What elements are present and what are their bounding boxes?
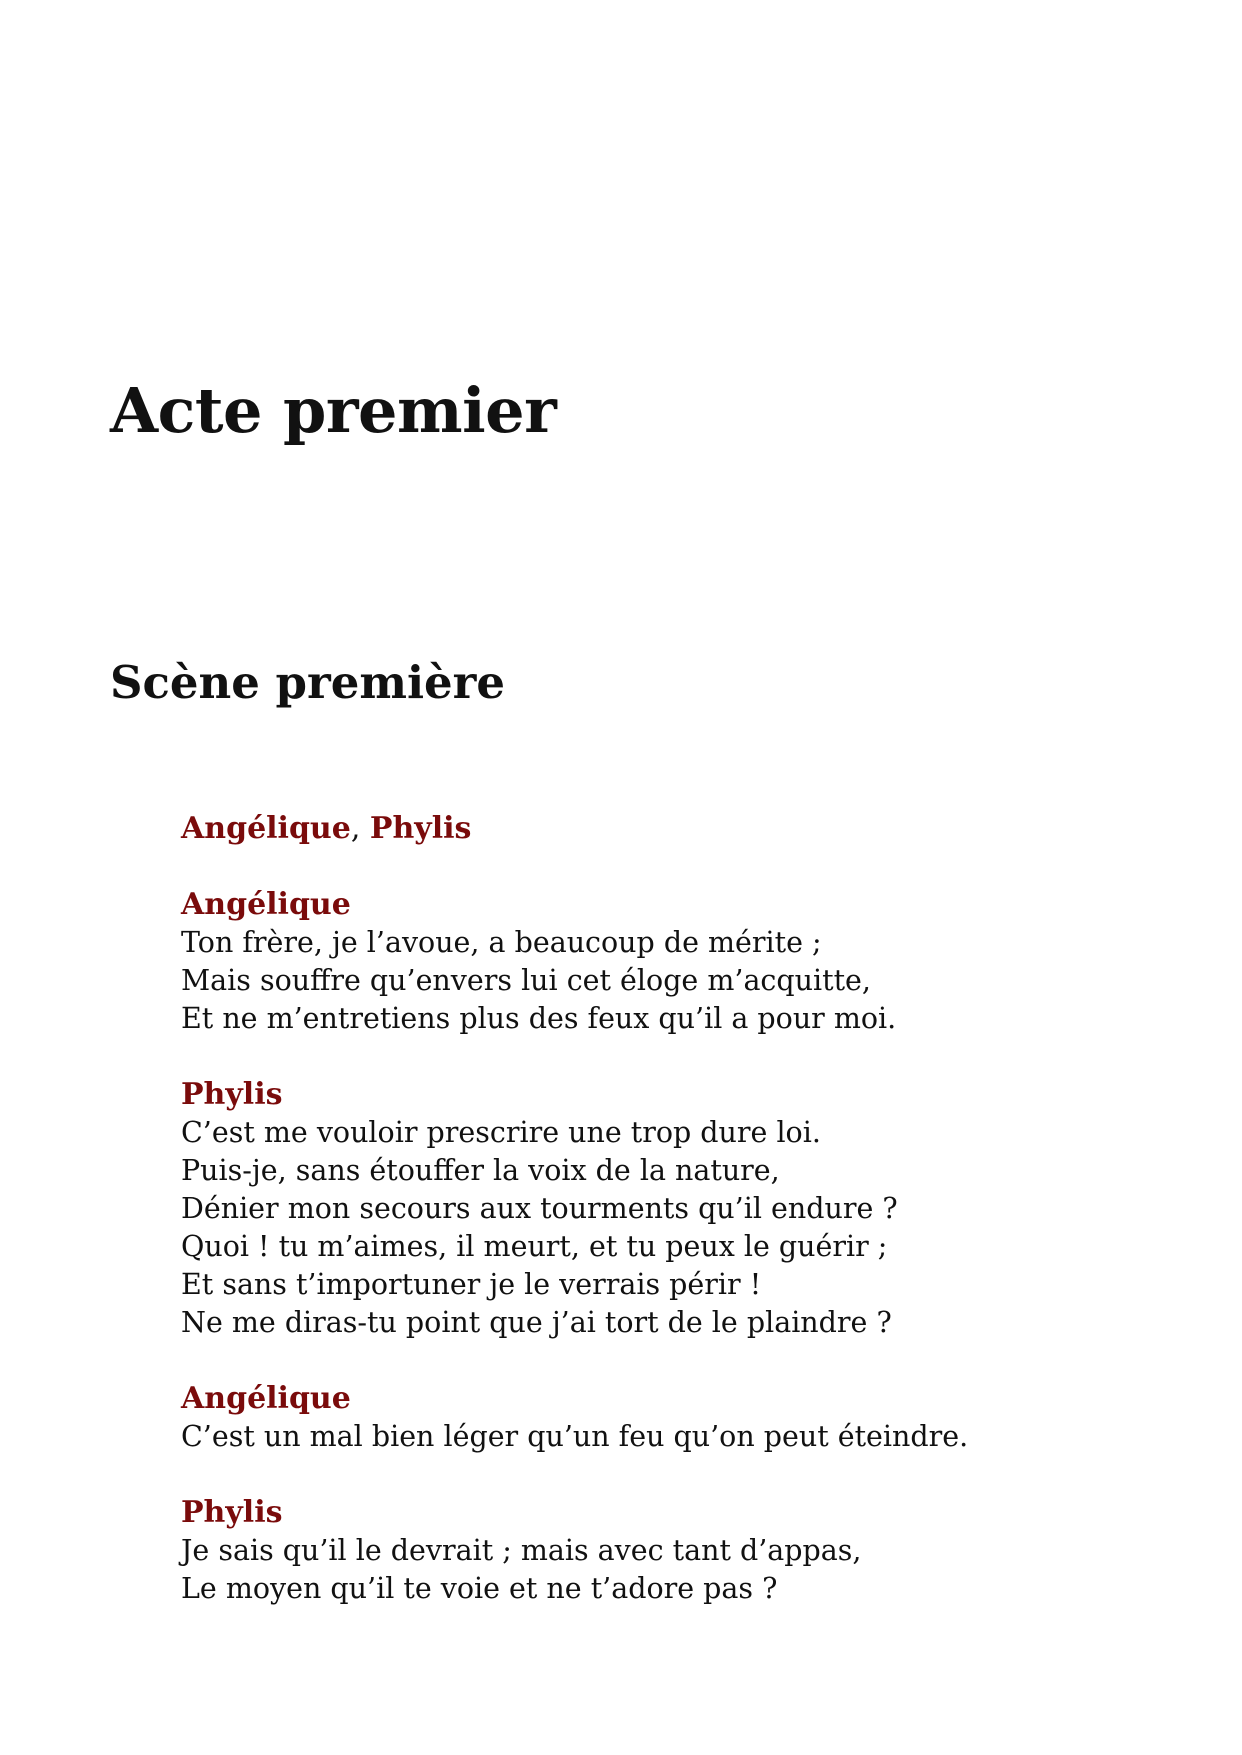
scene-title: Scène première: [110, 656, 506, 709]
scene-text: [181, 810, 1181, 1646]
cast-character: Phylis: [369, 811, 472, 846]
verse-line: Quoi ! tu m’aimes, il meurt, et tu peux le guérir ;: [181, 1230, 888, 1263]
verse-line: Dénier mon secours aux tourments qu’il endure ?: [181, 1192, 898, 1225]
verse-line: Ton frère, je l’avoue, a beaucoup de mérite ;: [181, 926, 822, 959]
verse-line: Et ne m’entretiens plus des feux qu’il a pour moi.: [181, 1002, 897, 1035]
verse-line: Ne me diras-tu point que j’ai tort de le plaindre ?: [181, 1306, 892, 1339]
speaker-name: Angélique: [181, 887, 351, 922]
speaker-name: Angélique: [181, 1381, 351, 1416]
verse-line: Le moyen qu’il te voie et ne t’adore pas ?: [181, 1572, 778, 1605]
cast-character: Angélique: [181, 811, 351, 846]
speech-block: [181, 1380, 1181, 1456]
verse-line: C’est un mal bien léger qu’un feu qu’on peut éteindre.: [181, 1420, 969, 1453]
speaker-name: Phylis: [181, 1077, 283, 1112]
verse-line: Mais souffre qu’envers lui cet éloge m’acquitte,: [181, 964, 871, 997]
cast-list: [181, 810, 1181, 848]
verse-line: Et sans t’importuner je le verrais périr !: [181, 1268, 762, 1301]
act-title: Acte premier: [110, 374, 557, 447]
cast-separator: ,: [350, 811, 370, 846]
speaker-name: Phylis: [181, 1495, 283, 1530]
verse-line: C’est me vouloir prescrire une trop dure loi.: [181, 1116, 821, 1149]
verse-line: Je sais qu’il le devrait ; mais avec tant d’appas,: [181, 1534, 862, 1567]
verse-line: Puis-je, sans étouffer la voix de la nature,: [181, 1154, 780, 1187]
speech-block: [181, 886, 1181, 1038]
speech-block: [181, 1076, 1181, 1342]
speech-block: [181, 1494, 1181, 1608]
